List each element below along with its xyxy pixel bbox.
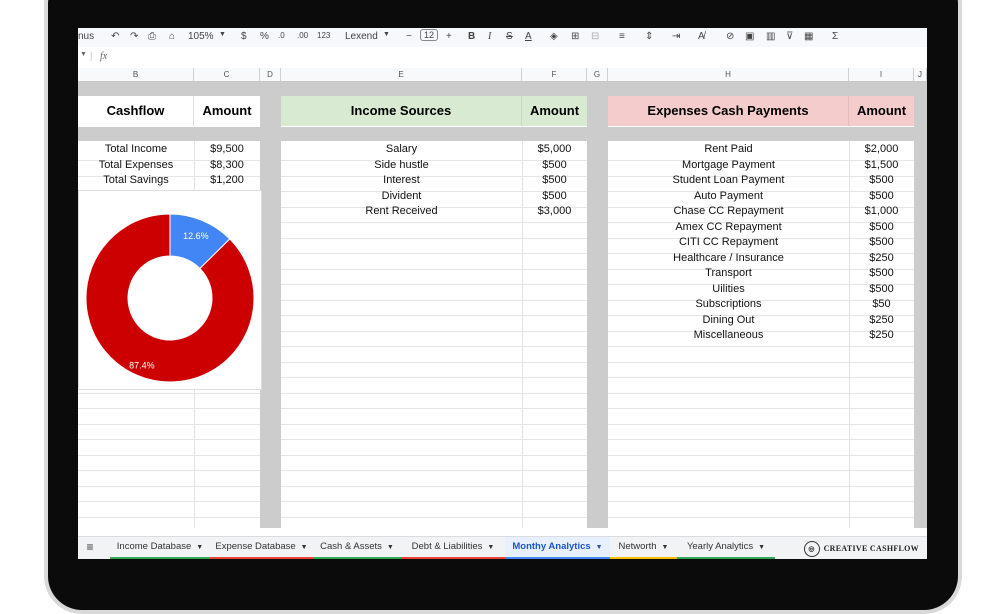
separator-column-j [914, 82, 927, 528]
column-header-c[interactable]: C [194, 68, 260, 82]
expense-label[interactable]: Auto Payment [693, 189, 764, 202]
column-header-h[interactable]: H [608, 68, 849, 82]
donut-slice-label: 12.6% [183, 231, 209, 242]
print-icon[interactable]: ⎙ [148, 31, 156, 42]
tab-chevron-icon[interactable]: ▼ [386, 544, 394, 551]
income-amount-header: Amount [522, 96, 587, 126]
expense-label[interactable]: Mortgage Payment [682, 158, 775, 171]
zoom-select[interactable]: 105% [188, 31, 214, 42]
sheet-tab-bar [78, 536, 927, 559]
income-value[interactable]: $3,000 [537, 205, 572, 217]
separator-row-middle [78, 127, 927, 141]
tab-color-indicator [210, 557, 313, 559]
tab-color-indicator [505, 557, 610, 559]
brand-logo [804, 541, 919, 557]
italic-button[interactable]: I [488, 31, 492, 42]
all-sheets-menu-icon[interactable]: ≡ [86, 540, 94, 554]
expense-label[interactable]: Amex CC Repayment [675, 220, 782, 233]
income-value[interactable]: $500 [542, 174, 567, 186]
expense-label[interactable]: Rent Paid [704, 143, 753, 155]
expense-value[interactable]: $500 [869, 174, 894, 186]
percent-button[interactable]: % [260, 31, 269, 42]
tab-color-indicator [313, 557, 401, 559]
decrease-decimal-button[interactable]: .0 [278, 31, 285, 40]
brand-logo-icon: ◎ [804, 541, 820, 557]
income-value[interactable]: $5,000 [537, 143, 572, 155]
income-value[interactable]: $500 [542, 189, 567, 202]
tab-cash-assets[interactable] [313, 537, 401, 559]
fill-color-icon[interactable]: ◈ [550, 31, 558, 42]
formula-divider: | [90, 51, 93, 62]
expenses-header: Expenses Cash Payments [608, 96, 849, 126]
tab-chevron-icon[interactable]: ▼ [595, 544, 603, 551]
toolbar [78, 28, 927, 47]
font-size-decrease-icon[interactable]: − [406, 31, 412, 42]
tab-yearly-analytics[interactable] [677, 537, 775, 559]
column-header-j[interactable]: J [914, 68, 927, 82]
expense-label[interactable]: Chase CC Repayment [673, 205, 784, 217]
bold-button[interactable]: B [468, 31, 476, 42]
paint-format-icon[interactable]: ⌂ [169, 31, 176, 42]
expense-label[interactable]: Dining Out [702, 313, 755, 326]
expenses-amount-header: Amount [849, 96, 914, 126]
separator-column-g [587, 82, 608, 528]
filter-icon[interactable]: ⊽ [786, 31, 794, 42]
cashflow-value[interactable]: $1,200 [210, 174, 244, 186]
income-label[interactable]: Side hustle [374, 158, 429, 171]
expense-label[interactable]: Healthcare / Insurance [673, 251, 784, 264]
strikethrough-icon[interactable]: S [506, 31, 513, 42]
income-label[interactable]: Divident [381, 189, 422, 202]
tab-chevron-icon[interactable]: ▼ [300, 544, 308, 551]
tab-expense-database[interactable] [210, 537, 313, 559]
income-label[interactable]: Rent Received [365, 205, 438, 217]
tab-label: Expense Database [215, 541, 296, 552]
align-vertical-icon[interactable]: ⇕ [645, 31, 654, 42]
donut-slice-label: 87.4% [129, 360, 155, 371]
tab-color-indicator [401, 557, 505, 559]
text-wrap-icon[interactable]: ⇥ [672, 31, 681, 42]
text-color-button[interactable]: A [525, 31, 532, 42]
cashflow-label[interactable]: Total Savings [103, 174, 169, 186]
cashflow-donut-chart[interactable] [78, 190, 262, 390]
cashflow-header: Cashflow [78, 96, 194, 126]
increase-decimal-button[interactable]: .00 [297, 31, 309, 40]
font-size-input[interactable]: 12 [420, 29, 438, 41]
borders-icon[interactable]: ⊞ [571, 31, 580, 42]
tab-color-indicator [677, 557, 775, 559]
undo-icon[interactable]: ↶ [111, 31, 120, 42]
cashflow-label[interactable]: Total Income [104, 143, 168, 155]
column-header-e[interactable]: E [281, 68, 522, 82]
tab-chevron-icon[interactable]: ▼ [487, 544, 495, 551]
cashflow-value[interactable]: $9,500 [210, 143, 244, 155]
fx-icon: fx [100, 51, 108, 62]
income-value[interactable]: $500 [542, 158, 567, 171]
column-header-f[interactable]: F [522, 68, 587, 82]
cashflow-label[interactable]: Total Expenses [98, 159, 174, 171]
tab-income-database[interactable] [110, 537, 210, 559]
text-rotation-icon[interactable]: A̸ [698, 31, 705, 42]
tab-monthly-analytics[interactable] [505, 537, 610, 559]
expense-label[interactable]: Transport [705, 267, 752, 279]
formula-bar [78, 47, 927, 69]
column-header-d[interactable]: D [260, 68, 281, 82]
expense-label[interactable]: CITI CC Repayment [678, 236, 779, 248]
expense-value[interactable]: $500 [869, 282, 894, 295]
income-label[interactable]: Interest [383, 174, 420, 186]
expense-value[interactable]: $250 [869, 313, 894, 326]
tab-networth[interactable] [610, 537, 677, 559]
font-size-increase-icon[interactable]: + [446, 31, 452, 42]
expense-value[interactable]: $250 [869, 251, 894, 264]
insert-link-icon[interactable]: ⊘ [726, 31, 735, 42]
expense-value[interactable]: $250 [869, 329, 894, 341]
currency-button[interactable]: $ [241, 31, 247, 42]
cashflow-amount-header: Amount [194, 96, 260, 126]
column-header-i[interactable]: I [849, 68, 914, 82]
expense-label[interactable]: Uilities [712, 282, 745, 295]
cashflow-value[interactable]: $8,300 [210, 159, 244, 171]
tab-label: Networth [618, 541, 657, 552]
functions-button[interactable]: Σ [832, 31, 839, 42]
expense-value[interactable]: $500 [869, 236, 894, 248]
tab-debt-liabilities[interactable] [401, 537, 505, 559]
separator-column-d [260, 82, 281, 528]
spreadsheet-screen [78, 28, 927, 559]
tab-label: Debt & Liabilities [411, 541, 483, 552]
income-label[interactable]: Salary [385, 143, 418, 155]
expense-value[interactable]: $50 [872, 298, 891, 310]
zoom-chevron-icon[interactable]: ▼ [219, 31, 226, 38]
tab-chevron-icon[interactable]: ▼ [661, 544, 669, 551]
tab-chevron-icon[interactable]: ▼ [758, 544, 766, 551]
expense-value[interactable]: $1,000 [864, 205, 899, 217]
expense-value[interactable]: $500 [869, 267, 894, 279]
expense-label[interactable]: Student Loan Payment [672, 174, 785, 186]
merge-cells-icon[interactable]: ⊟ [591, 31, 600, 42]
expense-label[interactable]: Subscriptions [695, 298, 762, 310]
filter-views-icon[interactable]: ▦ [804, 31, 814, 42]
expense-value[interactable]: $2,000 [864, 143, 899, 155]
column-header-g[interactable]: G [587, 68, 608, 82]
tab-label: Cash & Assets [320, 541, 382, 552]
tab-chevron-icon[interactable]: ▼ [196, 544, 204, 551]
font-select[interactable]: Lexend [345, 31, 378, 42]
brand-name: CREATIVE CASHFLOW [823, 543, 919, 553]
number-format-button[interactable]: 123 [317, 31, 331, 40]
redo-icon[interactable]: ↷ [130, 31, 139, 42]
donut-svg [79, 191, 263, 391]
separator-row-top [78, 82, 927, 96]
tab-color-indicator [110, 557, 210, 559]
insert-chart-icon[interactable]: ▥ [766, 31, 776, 42]
expense-value[interactable]: $500 [869, 189, 894, 202]
income-sources-header: Income Sources [281, 96, 522, 126]
font-partial-label: nus [78, 31, 95, 42]
name-box-chevron-icon[interactable]: ▼ [80, 51, 87, 58]
align-horizontal-icon[interactable]: ≡ [619, 31, 625, 42]
font-chevron-icon[interactable]: ▼ [383, 31, 390, 38]
expense-value[interactable]: $1,500 [864, 158, 899, 171]
column-header-b[interactable]: B [78, 68, 194, 82]
tab-label: Yearly Analytics [686, 541, 754, 552]
expense-label[interactable]: Miscellaneous [693, 329, 764, 341]
tab-label: Monthy Analytics [512, 541, 591, 552]
insert-comment-icon[interactable]: ▣ [745, 31, 755, 42]
tab-label: Income Database [116, 541, 192, 552]
tab-color-indicator [610, 557, 677, 559]
expense-value[interactable]: $500 [869, 220, 894, 233]
